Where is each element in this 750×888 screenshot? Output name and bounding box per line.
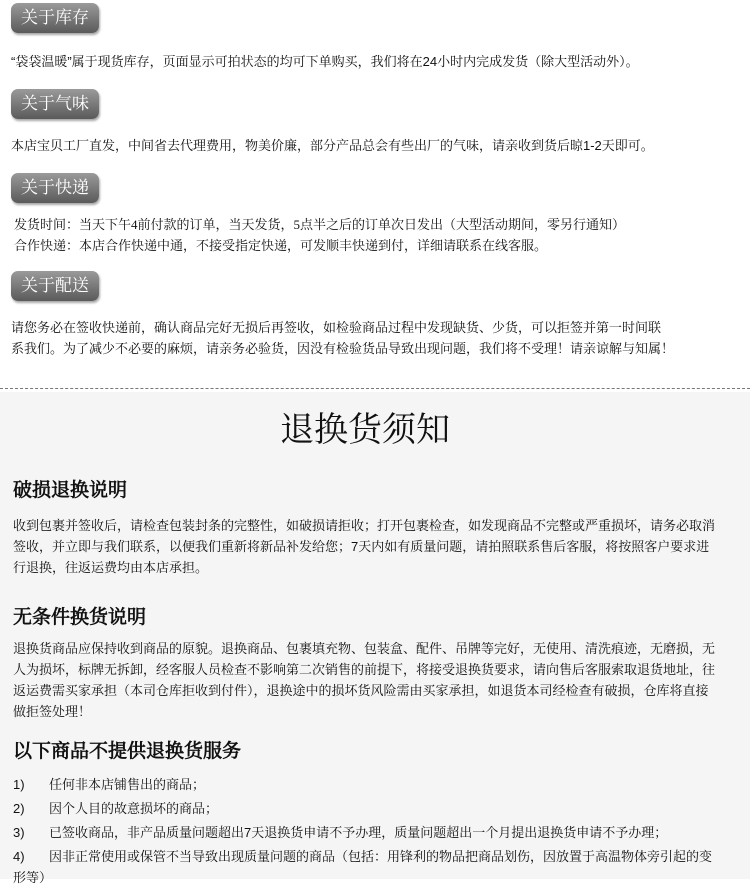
damage-heading: 破损退换说明	[13, 480, 128, 501]
exchange-text: 退换货商品应保持收到商品的原貌。退换商品、包裹填充物、包装盒、配件、吊牌等完好，无使用、清洗痕迹，无磨损，无人为损坏，标牌无拆卸，经客服人员检查不影响第二次销售的前提下，将接受退换货要求，请向售后客服索取退货地址，往返运费需买家承担（本司仓库拒收到付件），退换途中的损坏货风险需由买家承担，如退货本司经检查有破损，仓库将直接做拒签处理！	[13, 641, 716, 719]
tag-stock: 关于库存	[11, 3, 99, 33]
list-item-text: 已签收商品，非产品质量问题超出7天退换货申请不予办理，质量问题超出一个月提出退换货申请不予办理；	[49, 825, 668, 840]
express-time-text: 发货时间：当天下午4前付款的订单，当天发货，5点半之后的订单次日发出（大型活动期间，零另行通知）	[14, 217, 626, 232]
stock-text: “袋袋温暖”属于现货库存，页面显示可拍状态的均可下单购买，我们将在24小时内完成发货（除大型活动外）。	[11, 54, 639, 69]
list-item-text: 因非正常使用或保管不当导致出现质量问题的商品（包括：用锋利的物品把商品划伤，因放置于高温物体旁引起的变形等）	[13, 849, 713, 885]
damage-text: 收到包裹并签收后，请检查包装封条的完整性，如破损请拒收；打开包裹检查，如发现商品不完整或严重损坏，请务必取消签收，并立即与我们联系，以便我们重新将新品补发给您；7天内如有质量问题，请拍照联系售后客服，将按照客户要求进行退换，往返运费均由本店承担。	[13, 518, 716, 575]
no-return-heading: 以下商品不提供退换货服务	[13, 741, 242, 762]
odor-text: 本店宝贝工厂直发，中间省去代理费用，物美价廉，部分产品总会有些出厂的气味，请亲收到货后晾1-2天即可。	[11, 138, 654, 153]
list-item-num: 4)	[13, 849, 25, 864]
delivery-text-line-2: 系我们。为了减少不必要的麻烦，请亲务必验货，因没有检验货品导致出现问题，我们将不受理！请亲谅解与知属！	[11, 341, 675, 356]
list-item-num: 3)	[13, 825, 25, 840]
exchange-heading: 无条件换货说明	[13, 607, 147, 628]
tag-express: 关于快递	[11, 173, 99, 203]
list-item	[13, 846, 723, 888]
list-item-num: 1)	[13, 777, 25, 792]
express-partner-text: 合作快递：本店合作快递中通，不接受指定快递，可发顺丰快递到付，详细请联系在线客服。	[14, 238, 548, 253]
list-item	[13, 774, 723, 795]
dashed-divider	[0, 388, 750, 389]
list-item-text: 任何非本店铺售出的商品；	[49, 777, 206, 792]
info-panel	[0, 0, 750, 385]
delivery-text-line-1: 请您务必在签收快递前，确认商品完好无损后再签收，如检验商品过程中发现缺货、少货，可以拒签并第一时间联	[11, 320, 662, 335]
tag-odor: 关于气味	[11, 89, 99, 119]
list-item	[13, 798, 723, 819]
list-item-text: 因个人目的故意损坏的商品；	[49, 801, 219, 816]
list-item-num: 2)	[13, 801, 25, 816]
tag-delivery: 关于配送	[11, 271, 99, 301]
list-item	[13, 822, 723, 843]
returns-title: 退换货须知	[280, 411, 450, 449]
returns-panel	[0, 392, 750, 885]
